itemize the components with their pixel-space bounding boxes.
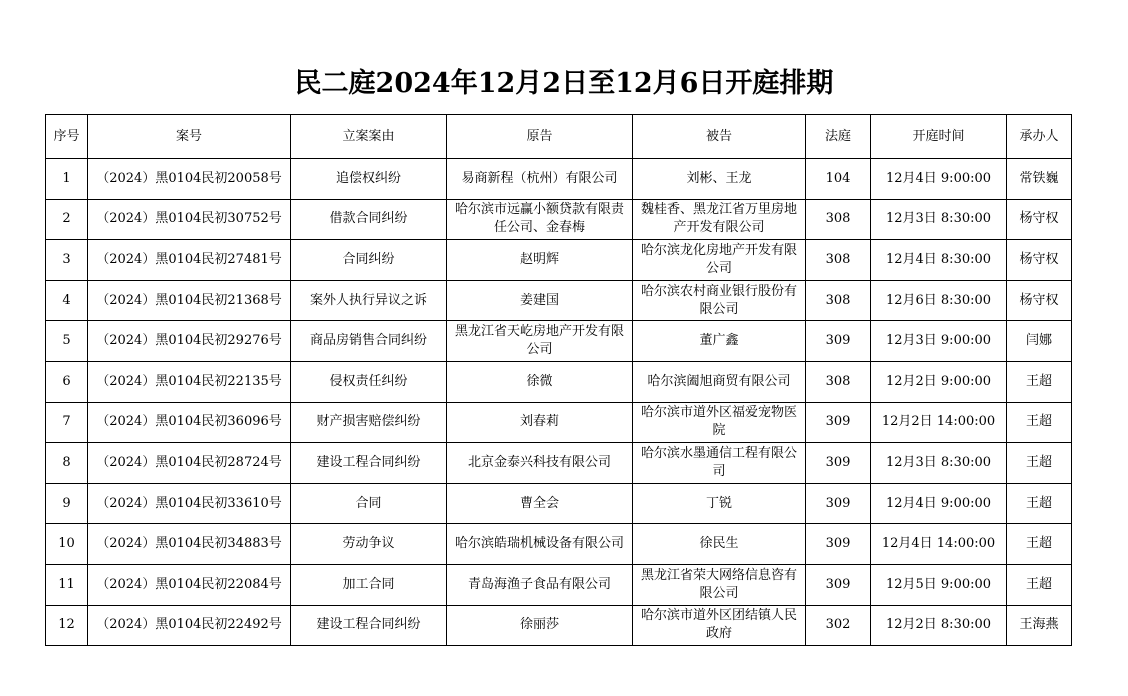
cell-court: 309 (806, 321, 871, 362)
table-row (46, 402, 1072, 443)
table-row (46, 240, 1072, 281)
cell-defendant: 哈尔滨农村商业银行股份有限公司 (633, 280, 806, 321)
cell-judge: 闫娜 (1007, 321, 1072, 362)
cell-judge: 王超 (1007, 524, 1072, 565)
table-row (46, 280, 1072, 321)
cell-case-number: （2024）黑0104民初30752号 (88, 199, 291, 240)
cell-case-number: （2024）黑0104民初33610号 (88, 483, 291, 524)
cell-hearing-time: 12月4日 8:30:00 (871, 240, 1007, 281)
cell-cause: 案外人执行异议之诉 (291, 280, 447, 321)
cell-defendant: 魏桂香、黑龙江省万里房地产开发有限公司 (633, 199, 806, 240)
cell-case-number: （2024）黑0104民初36096号 (88, 402, 291, 443)
cell-no: 5 (46, 321, 88, 362)
cell-cause: 追偿权纠纷 (291, 159, 447, 200)
cell-hearing-time: 12月2日 9:00:00 (871, 361, 1007, 402)
cell-hearing-time: 12月4日 9:00:00 (871, 159, 1007, 200)
cell-judge: 王超 (1007, 443, 1072, 484)
cell-hearing-time: 12月2日 8:30:00 (871, 605, 1007, 646)
cell-plaintiff: 青岛海渔子食品有限公司 (447, 564, 633, 605)
table-row (46, 564, 1072, 605)
cell-defendant: 黑龙江省荣大网络信息咨有限公司 (633, 564, 806, 605)
cell-case-number: （2024）黑0104民初22492号 (88, 605, 291, 646)
cell-no: 3 (46, 240, 88, 281)
cell-court: 308 (806, 361, 871, 402)
cell-plaintiff: 曹全会 (447, 483, 633, 524)
cell-defendant: 哈尔滨阖旭商贸有限公司 (633, 361, 806, 402)
cell-court: 308 (806, 280, 871, 321)
cell-hearing-time: 12月3日 9:00:00 (871, 321, 1007, 362)
cell-judge: 王海燕 (1007, 605, 1072, 646)
cell-plaintiff: 哈尔滨市远赢小额贷款有限责任公司、金春梅 (447, 199, 633, 240)
cell-case-number: （2024）黑0104民初27481号 (88, 240, 291, 281)
cell-cause: 财产损害赔偿纠纷 (291, 402, 447, 443)
cell-court: 309 (806, 402, 871, 443)
cell-cause: 侵权责任纠纷 (291, 361, 447, 402)
cell-no: 2 (46, 199, 88, 240)
cell-defendant: 刘彬、王龙 (633, 159, 806, 200)
table-row (46, 524, 1072, 565)
cell-court: 309 (806, 443, 871, 484)
table-row (46, 159, 1072, 200)
cell-court: 302 (806, 605, 871, 646)
cell-plaintiff: 哈尔滨皓瑞机械设备有限公司 (447, 524, 633, 565)
cell-case-number: （2024）黑0104民初34883号 (88, 524, 291, 565)
cell-cause: 合同 (291, 483, 447, 524)
cell-plaintiff: 刘春莉 (447, 402, 633, 443)
cell-court: 309 (806, 564, 871, 605)
schedule-table (45, 114, 1072, 646)
cell-case-number: （2024）黑0104民初29276号 (88, 321, 291, 362)
cell-defendant: 哈尔滨市道外区团结镇人民政府 (633, 605, 806, 646)
cell-judge: 王超 (1007, 361, 1072, 402)
cell-no: 4 (46, 280, 88, 321)
cell-judge: 杨守权 (1007, 199, 1072, 240)
cell-hearing-time: 12月2日 14:00:00 (871, 402, 1007, 443)
cell-hearing-time: 12月5日 9:00:00 (871, 564, 1007, 605)
cell-judge: 王超 (1007, 402, 1072, 443)
cell-case-number: （2024）黑0104民初22135号 (88, 361, 291, 402)
column-header-cause: 立案案由 (291, 115, 447, 159)
cell-defendant: 徐民生 (633, 524, 806, 565)
cell-defendant: 哈尔滨龙化房地产开发有限公司 (633, 240, 806, 281)
cell-hearing-time: 12月3日 8:30:00 (871, 199, 1007, 240)
cell-court: 308 (806, 240, 871, 281)
column-header-case: 案号 (88, 115, 291, 159)
column-header-no: 序号 (46, 115, 88, 159)
table-header-row (46, 115, 1072, 159)
cell-cause: 商品房销售合同纠纷 (291, 321, 447, 362)
cell-court: 309 (806, 483, 871, 524)
cell-judge: 杨守权 (1007, 280, 1072, 321)
cell-cause: 借款合同纠纷 (291, 199, 447, 240)
table-row (46, 361, 1072, 402)
cell-judge: 杨守权 (1007, 240, 1072, 281)
table-row (46, 199, 1072, 240)
column-header-court: 法庭 (806, 115, 871, 159)
cell-defendant: 董广鑫 (633, 321, 806, 362)
cell-judge: 王超 (1007, 564, 1072, 605)
table-row (46, 483, 1072, 524)
cell-no: 8 (46, 443, 88, 484)
cell-court: 104 (806, 159, 871, 200)
cell-cause: 建设工程合同纠纷 (291, 443, 447, 484)
cell-hearing-time: 12月3日 8:30:00 (871, 443, 1007, 484)
cell-plaintiff: 徐丽莎 (447, 605, 633, 646)
cell-judge: 王超 (1007, 483, 1072, 524)
cell-plaintiff: 徐微 (447, 361, 633, 402)
cell-case-number: （2024）黑0104民初21368号 (88, 280, 291, 321)
table-row (46, 321, 1072, 362)
cell-court: 309 (806, 524, 871, 565)
cell-case-number: （2024）黑0104民初28724号 (88, 443, 291, 484)
cell-no: 7 (46, 402, 88, 443)
column-header-defendant: 被告 (633, 115, 806, 159)
cell-no: 10 (46, 524, 88, 565)
cell-judge: 常铁巍 (1007, 159, 1072, 200)
column-header-plaintiff: 原告 (447, 115, 633, 159)
cell-no: 1 (46, 159, 88, 200)
cell-plaintiff: 北京金泰兴科技有限公司 (447, 443, 633, 484)
cell-hearing-time: 12月4日 9:00:00 (871, 483, 1007, 524)
cell-cause: 加工合同 (291, 564, 447, 605)
cell-plaintiff: 易商新程（杭州）有限公司 (447, 159, 633, 200)
cell-no: 11 (46, 564, 88, 605)
table-row (46, 605, 1072, 646)
cell-case-number: （2024）黑0104民初22084号 (88, 564, 291, 605)
page-title: 民二庭2024年12月2日至12月6日开庭排期 (294, 68, 834, 99)
cell-no: 6 (46, 361, 88, 402)
column-header-time: 开庭时间 (871, 115, 1007, 159)
cell-court: 308 (806, 199, 871, 240)
cell-plaintiff: 姜建国 (447, 280, 633, 321)
table-row (46, 443, 1072, 484)
cell-no: 9 (46, 483, 88, 524)
cell-plaintiff: 赵明辉 (447, 240, 633, 281)
cell-cause: 合同纠纷 (291, 240, 447, 281)
cell-hearing-time: 12月6日 8:30:00 (871, 280, 1007, 321)
column-header-judge: 承办人 (1007, 115, 1072, 159)
cell-case-number: （2024）黑0104民初20058号 (88, 159, 291, 200)
cell-no: 12 (46, 605, 88, 646)
cell-defendant: 哈尔滨水墨通信工程有限公司 (633, 443, 806, 484)
cell-cause: 建设工程合同纠纷 (291, 605, 447, 646)
cell-plaintiff: 黑龙江省天屹房地产开发有限公司 (447, 321, 633, 362)
cell-defendant: 丁锐 (633, 483, 806, 524)
cell-cause: 劳动争议 (291, 524, 447, 565)
cell-hearing-time: 12月4日 14:00:00 (871, 524, 1007, 565)
cell-defendant: 哈尔滨市道外区福爱宠物医院 (633, 402, 806, 443)
